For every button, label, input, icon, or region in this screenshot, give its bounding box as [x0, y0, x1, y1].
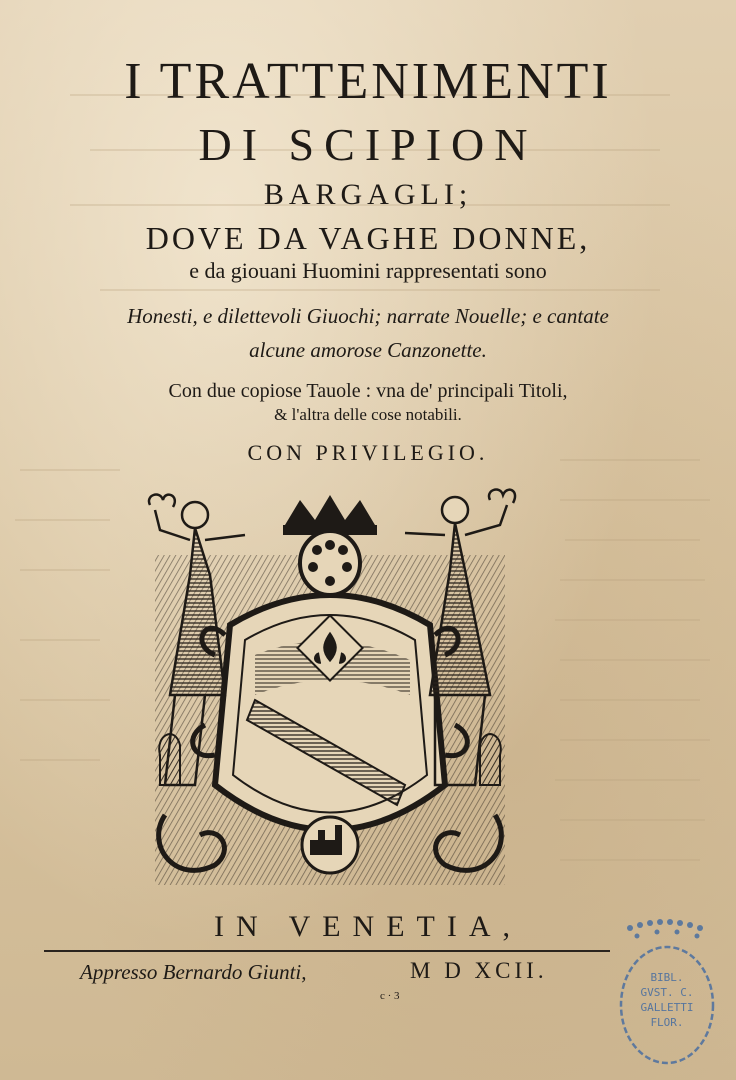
imprint-rule [44, 950, 610, 952]
woodcut-coat-of-arms-icon [135, 485, 525, 895]
subtitle-line-4: alcune amorose Canzonette. [249, 338, 487, 362]
signature-mark: c · 3 [380, 990, 400, 1002]
stamp-line-4: FLOR. [650, 1016, 684, 1029]
stamp-line-1: BIBL. [650, 971, 684, 984]
index-note-line-1: Con due copiose Tauole : vna de' principali Titoli, [168, 380, 568, 402]
stamp-line-3: GALLETTI [640, 1001, 694, 1014]
stamp-line-2: GVST. C. [640, 986, 694, 999]
stamp-text [614, 970, 720, 1030]
title-line-2: DI SCIPION [198, 119, 538, 170]
subtitle-line-3: Honesti, e dilettevoli Giuochi; narrate Nouelle; e cantate [127, 304, 609, 328]
imprint-publisher: Appresso Bernardo Giunti, [80, 960, 307, 984]
imprint-place: IN VENETIA, [213, 910, 523, 943]
imprint-year: M D XCII. [410, 958, 548, 983]
author-name: BARGAGLI; [263, 178, 473, 211]
index-note-line-2: & l'altra delle cose notabili. [274, 405, 462, 424]
subtitle-line-2: e da giouani Huomini rappresentati sono [189, 258, 547, 283]
subtitle-line-1: DOVE DA VAGHE DONNE, [145, 220, 591, 256]
privilege-line: CON PRIVILEGIO. [247, 440, 489, 465]
title-line-1: I TRATTENIMENTI [124, 53, 612, 110]
